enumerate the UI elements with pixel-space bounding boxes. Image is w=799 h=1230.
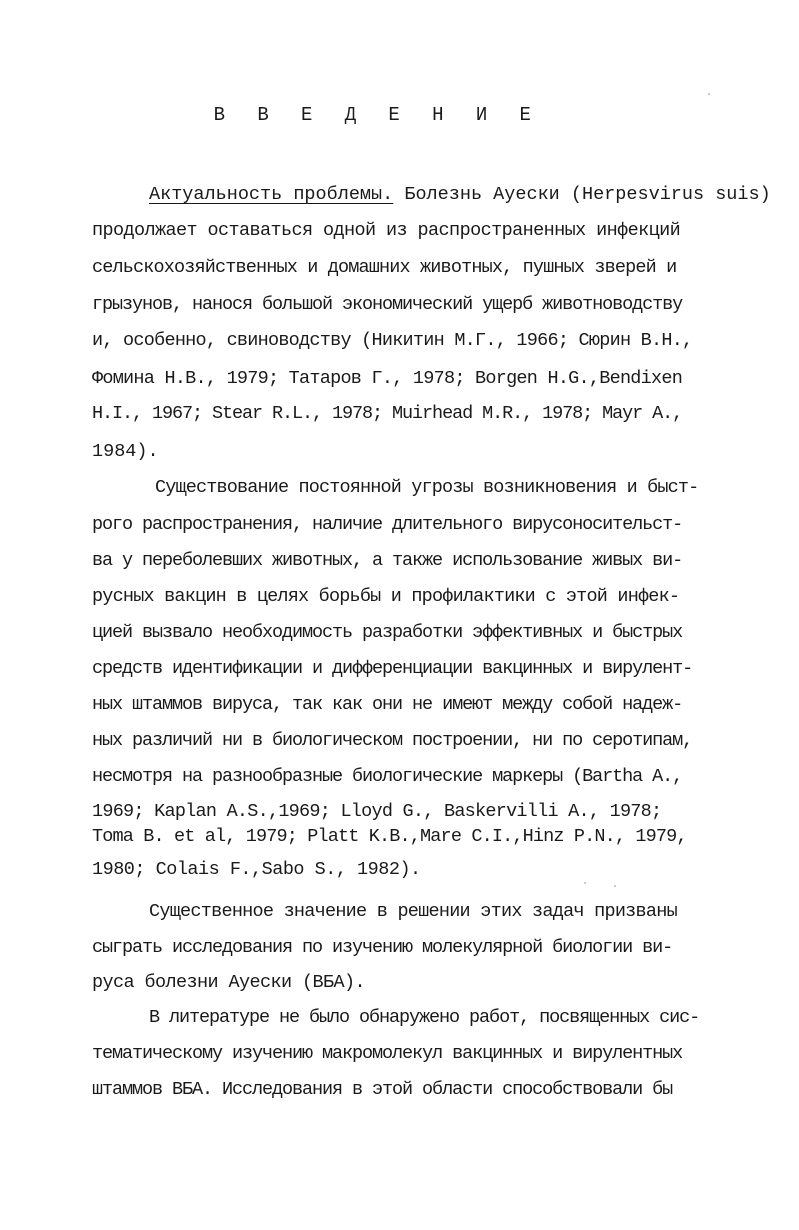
text-line: 1980; Colais F.,Sabo S., 1982). bbox=[92, 859, 421, 880]
text-line: средств идентификации и дифференциации вакцинных и вирулент- bbox=[92, 658, 693, 679]
text-line: русных вакцин в целях борьбы и профилактики с этой инфек- bbox=[92, 586, 680, 607]
page-title: В В Е Д Е Н И Е bbox=[213, 104, 542, 126]
text-line: цией вызвало необходимость разработки эффективных и быстрых bbox=[92, 622, 683, 643]
text-line: сельскохозяйственных и домашних животных, пушных зверей и bbox=[92, 257, 677, 278]
text-line: 1984). bbox=[92, 441, 159, 462]
text-line: ных различий ни в биологическом построении, ни по серотипам, bbox=[92, 730, 693, 751]
text-line: 1969; Kaplan A.S.,1969; Lloyd G., Baskervilli A., 1978; bbox=[92, 801, 662, 822]
text-line: Существование постоянной угрозы возникновения и быст- bbox=[155, 477, 699, 498]
text-line: и, особенно, свиноводству (Никитин М.Г., 1966; Сюрин В.Н., bbox=[92, 330, 693, 351]
text-line: Toma B. et al, 1979; Platt K.B.,Mare C.I.,Hinz P.N., 1979, bbox=[92, 826, 687, 847]
text-line: Существенное значение в решении этих задач призваны bbox=[149, 901, 677, 922]
scan-speck bbox=[584, 882, 586, 884]
section-heading-underlined: Актуальность проблемы. bbox=[149, 184, 394, 205]
text-line: тематическому изучению макромолекул вакцинных и вирулентных bbox=[92, 1043, 683, 1064]
scan-speck bbox=[708, 93, 710, 95]
text-line: ных штаммов вируса, так как они не имеют между собой надеж- bbox=[92, 694, 683, 715]
text-line: рого распространения, наличие длительного вирусоносительст- bbox=[92, 514, 683, 535]
text-line: сыграть исследования по изучению молекулярной биологии ви- bbox=[92, 937, 673, 958]
text-line: H.I., 1967; Stear R.L., 1978; Muirhead M.R., 1978; Mayr A., bbox=[92, 403, 683, 424]
text-line: В литературе не было обнаружено работ, посвященных сис- bbox=[149, 1007, 700, 1028]
text-line: грызунов, нанося большой экономический ущерб животноводству bbox=[92, 294, 683, 315]
text-line: руса болезни Ауески (ВБА). bbox=[92, 972, 366, 993]
text-line: штаммов ВБА. Исследования в этой области способствовали бы bbox=[92, 1079, 673, 1100]
text-line bbox=[149, 183, 771, 207]
text-line: несмотря на разнообразные биологические маркеры (Bartha A., bbox=[92, 766, 683, 787]
scan-speck bbox=[614, 885, 616, 887]
text-line-continuation: Болезнь Ауески (Herpesvirus suis) bbox=[393, 184, 771, 205]
text-line: ва у переболевших животных, а также использование живых ви- bbox=[92, 550, 683, 571]
text-line: продолжает оставаться одной из распространенных инфекций bbox=[92, 220, 681, 241]
text-line: Фомина Н.В., 1979; Татаров Г., 1978; Borgen H.G.,Bendixen bbox=[92, 368, 683, 389]
